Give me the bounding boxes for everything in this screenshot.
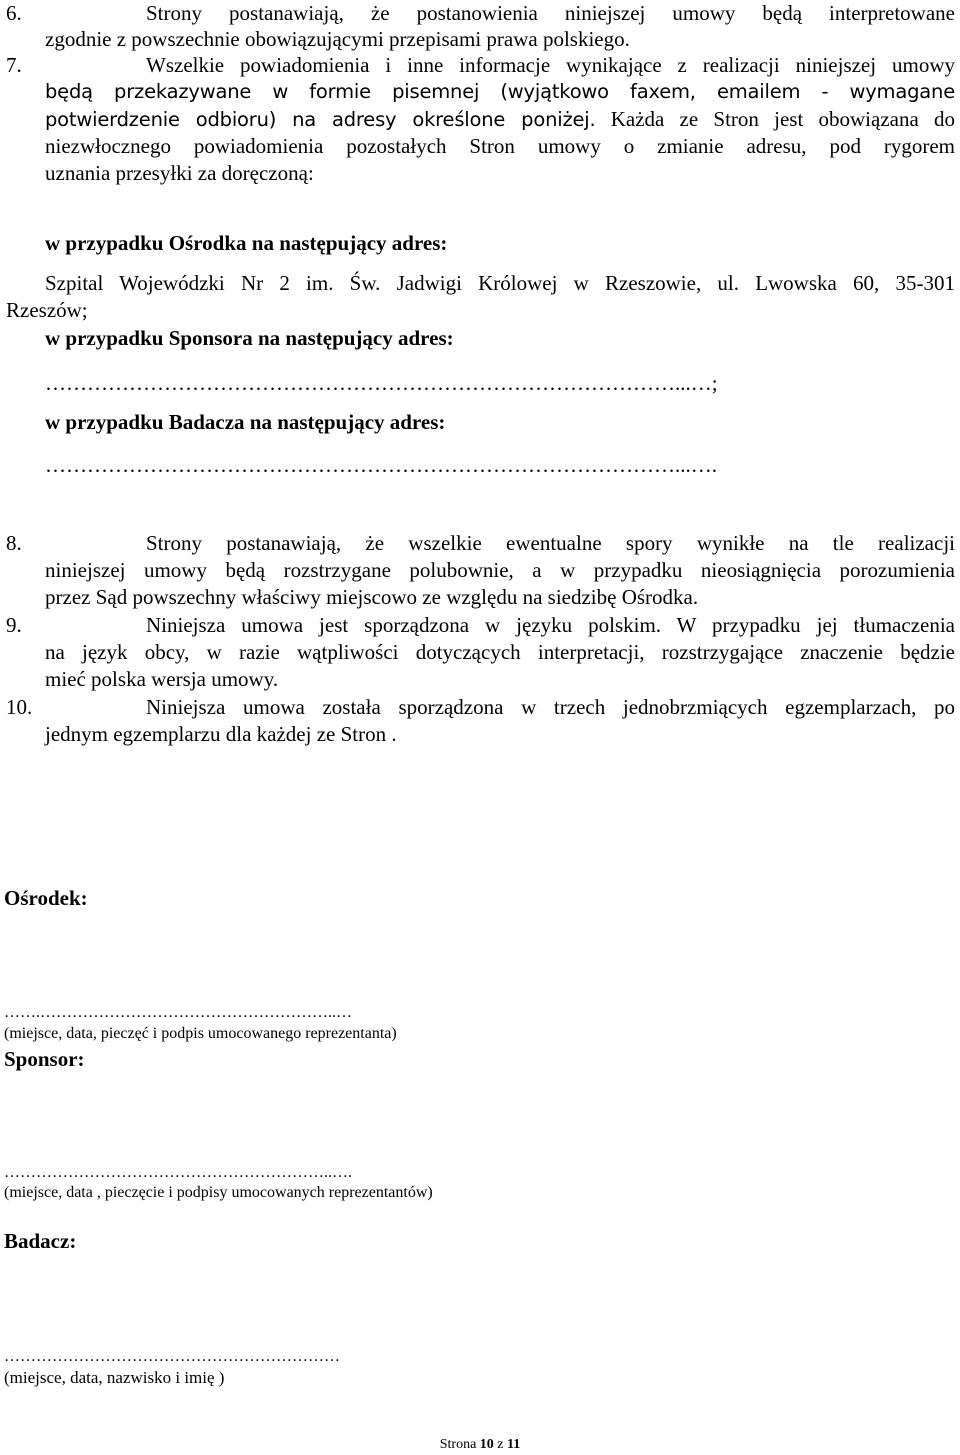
clause-6-line-1: Strony postanawiają, że postanowienia niniejszej umowy będą interpretowane (146, 1, 955, 25)
footer-page-total: 11 (507, 1437, 521, 1452)
clause-7-number: 7. (6, 53, 22, 77)
clause-8-number: 8. (6, 531, 22, 555)
sponsor-signature-caption: (miejsce, data , pieczęcie i podpisy umocowanych reprezentantów) (4, 1184, 433, 1201)
clause-9-number: 9. (6, 613, 22, 637)
badacz-signature-caption: (miejsce, data, nazwisko i imię ) (4, 1368, 225, 1387)
clause-9-line-2: na język obcy, w razie wątpliwości dotyczących interpretacji, rozstrzygające znaczenie będzie (45, 640, 955, 664)
clause-7-line-5: uznania przesyłki za doręczoną: (45, 161, 314, 185)
clause-8-line-3: przez Sąd powszechny właściwy miejscowo ze względu na siedzibę Ośrodka. (45, 585, 699, 609)
sponsor-address-blank: ………………………………………………………………………………...…; (45, 371, 718, 395)
clause-6-number: 6. (6, 1, 22, 25)
sponsor-address-heading: w przypadku Sponsora na następujący adres: (45, 326, 454, 350)
badacz-signature-line: ……………………………………………………… (4, 1348, 340, 1365)
badacz-address-blank: ………………………………………………………………………………...…. (45, 453, 717, 477)
clause-10-number: 10. (6, 695, 33, 719)
osrodek-address-line-2: Rzeszów; (6, 298, 88, 322)
badacz-signature-title: Badacz: (4, 1229, 77, 1253)
badacz-address-heading: w przypadku Badacza na następujący adres: (45, 410, 446, 434)
sponsor-signature-title: Sponsor: (4, 1047, 85, 1071)
osrodek-address-heading: w przypadku Ośrodka na następujący adres: (45, 231, 448, 255)
clause-9-line-1: Niniejsza umowa jest sporządzona w języku polskim. W przypadku jej tłumaczenia (146, 613, 955, 637)
osrodek-signature-line: …….………………………………………………..… (4, 1004, 352, 1021)
clause-10-line-1: Niniejsza umowa została sporządzona w trzech jednobrzmiących egzemplarzach, po (146, 695, 955, 719)
footer-middle: z (493, 1437, 508, 1452)
clause-7-line-3-part-a: potwierdzenie odbioru) na adresy określone poniżej. (45, 108, 596, 131)
clause-7-line-3 (45, 106, 955, 133)
page-footer (0, 1435, 960, 1455)
clause-8-line-1: Strony postanawiają, że wszelkie ewentualne spory wynikłe na tle realizacji (146, 531, 955, 555)
clause-8-line-2: niniejszej umowy będą rozstrzygane polubownie, a w przypadku nieosiągnięcia porozumienia (45, 558, 955, 582)
clause-7-line-4: niezwłocznego powiadomienia pozostałych Stron umowy o zmianie adresu, pod rygorem (45, 134, 955, 158)
clause-7-line-1: Wszelkie powiadomienia i inne informacje wynikające z realizacji niniejszej umowy (146, 53, 955, 77)
clause-10-line-2: jednym egzemplarzu dla każdej ze Stron . (45, 722, 397, 746)
clause-7-line-3-part-b: Każda ze Stron jest obowiązana do (595, 107, 955, 131)
sponsor-signature-line: ……………………………………………………..…. (4, 1164, 352, 1181)
footer-prefix: Strona (439, 1437, 480, 1452)
osrodek-signature-caption: (miejsce, data, pieczęć i podpis umocowanego reprezentanta) (4, 1025, 397, 1042)
osrodek-address-line-1: Szpital Wojewódzki Nr 2 im. Św. Jadwigi Królowej w Rzeszowie, ul. Lwowska 60, 35-301 (45, 271, 955, 295)
clause-7-line-2: będą przekazywane w formie pisemnej (wyjątkowo faxem, emailem - wymagane (45, 80, 955, 103)
clause-6-line-2: zgodnie z powszechnie obowiązującymi przepisami prawa polskiego. (45, 27, 630, 51)
osrodek-signature-title: Ośrodek: (4, 886, 88, 910)
footer-page-number: 10 (479, 1437, 494, 1452)
clause-9-line-3: mieć polska wersja umowy. (45, 667, 279, 691)
